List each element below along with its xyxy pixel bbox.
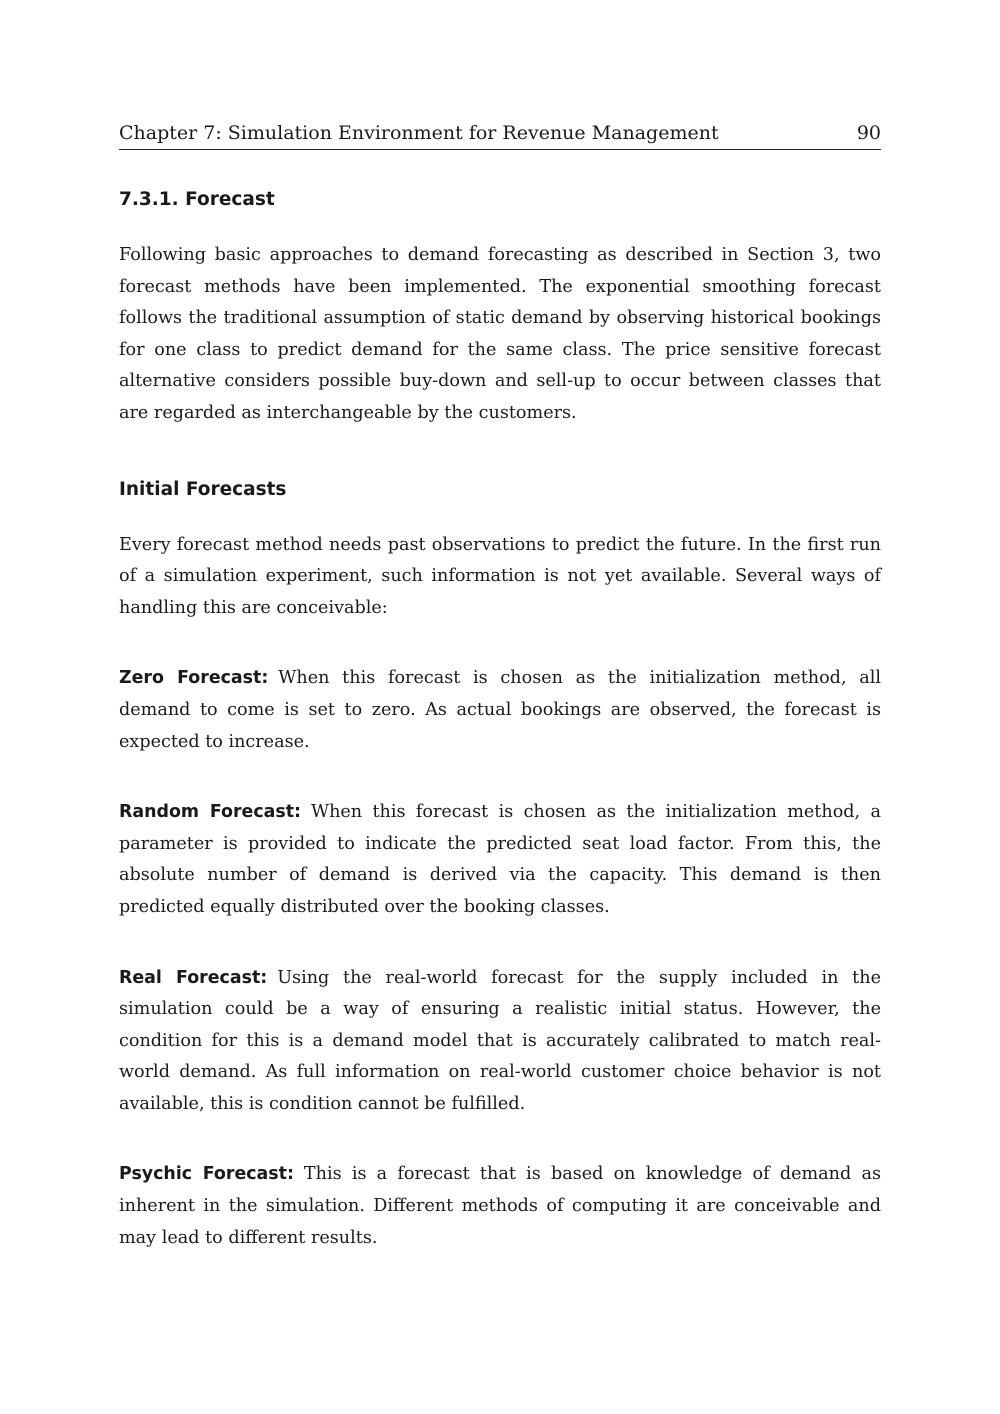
initial-forecasts-paragraph: Every forecast method needs past observations to predict the future. In the first run of a simulation experiment, such information is not yet available. Several ways of handling this are conceivable: — [119, 534, 881, 618]
section-heading: 7.3.1. Forecast — [119, 189, 275, 210]
definition-term: Psychic Forecast: — [119, 1164, 294, 1185]
running-header — [119, 118, 881, 150]
definition-random-forecast — [119, 797, 881, 923]
initial-forecasts-heading: Initial Forecasts — [119, 478, 287, 500]
page-number: 90 — [856, 122, 881, 144]
definition-term: Zero Forecast: — [119, 668, 269, 689]
definition-term: Real Forecast: — [119, 967, 268, 988]
chapter-title: Chapter 7: Simulation Environment for Revenue Management — [119, 122, 719, 144]
definition-zero-forecast — [119, 663, 881, 758]
intro-paragraph: Following basic approaches to demand forecasting as described in Section 3, two forecast methods have been implemented. The exponential smoothing forecast follows the traditional assumption of static demand by observing historical bookings for one class to predict demand for the same class. The price sensitive forecast alternative considers possible buy-down and sell-up to occur between classes that are regarded as interchangeable by the customers. — [119, 245, 881, 423]
definition-term: Random Forecast: — [119, 802, 301, 823]
definition-real-forecast — [119, 963, 881, 1121]
definition-text: Using the real-world forecast for the supply included in the simulation could be a way of ensuring a realistic initial status. However, the condition for this is a demand model that is accurately calibrated to match real-world demand. As full information on real-world customer choice behavior is not available, this is condition cannot be fulfilled. — [119, 967, 881, 1114]
page-body — [119, 118, 881, 1254]
definition-psychic-forecast — [119, 1159, 881, 1254]
definition-text: This is a forecast that is based on knowledge of demand as inherent in the simulation. Different methods of computing it are conceivable and may lead to different results. — [119, 1164, 881, 1248]
definition-text: When this forecast is chosen as the initialization method, a parameter is provided to indicate the predicted seat load factor. From this, the absolute number of demand is derived via the capacity. This demand is then predicted equally distributed over the booking classes. — [119, 802, 881, 917]
definition-text: When this forecast is chosen as the initialization method, all demand to come is set to zero. As actual bookings are observed, the forecast is expected to increase. — [119, 668, 882, 752]
